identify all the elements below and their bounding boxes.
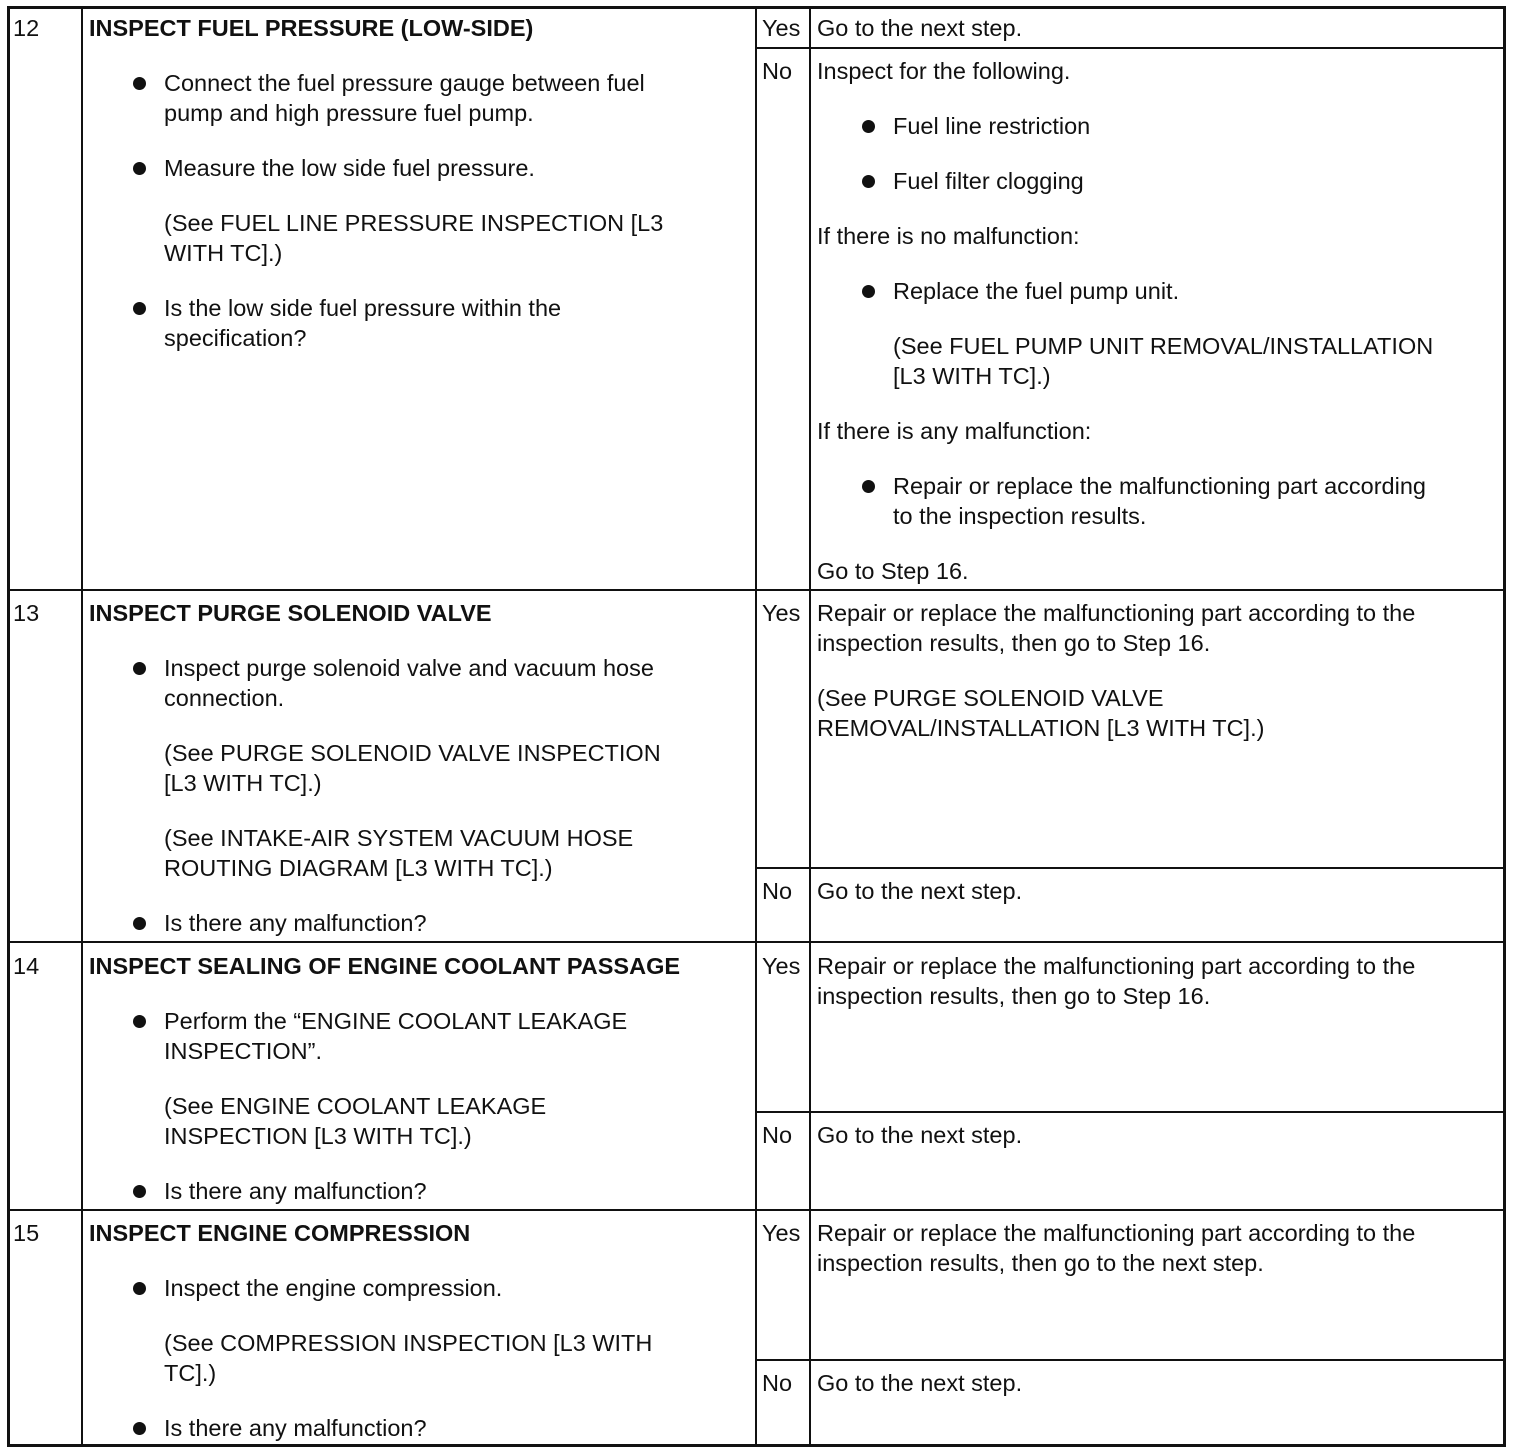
action-bullet: Is the low side fuel pressure within the specification?: [164, 295, 562, 351]
no-result: Go to the next step.: [817, 1122, 1023, 1148]
step-number: 13: [13, 600, 40, 626]
bullet-icon: [133, 1015, 146, 1028]
step-number: 14: [13, 953, 40, 979]
no-label: No: [762, 1122, 793, 1148]
no-bullet: Fuel filter clogging: [893, 168, 1084, 194]
bullet-icon: [133, 162, 146, 175]
yes-label: Yes: [762, 1220, 801, 1246]
reference-link[interactable]: (See FUEL PUMP UNIT REMOVAL/INSTALLATION [L3 WITH TC].): [893, 333, 1434, 389]
reference-link[interactable]: (See COMPRESSION INSPECTION [L3 WITH TC].): [164, 1330, 653, 1386]
action-bullet: Is there any malfunction?: [164, 910, 427, 936]
bullet-icon: [133, 662, 146, 675]
step-number: 12: [13, 15, 40, 41]
reference-link[interactable]: (See PURGE SOLENOID VALVE REMOVAL/INSTALLATION [L3 WITH TC].): [817, 685, 1265, 741]
reference-link[interactable]: (See PURGE SOLENOID VALVE INSPECTION [L3 WITH TC].): [164, 740, 661, 796]
no-label: No: [762, 1370, 793, 1396]
action-bullet: Connect the fuel pressure gauge between fuel pump and high pressure fuel pump.: [164, 70, 645, 126]
bullet-icon: [133, 302, 146, 315]
row-divider: [7, 1209, 1506, 1211]
yes-result: Repair or replace the malfunctioning part according to the inspection results, then go to Step 16.: [817, 600, 1416, 656]
yes-result: Go to the next step.: [817, 15, 1023, 41]
no-bullet: Fuel line restriction: [893, 113, 1091, 139]
bullet-icon: [133, 1185, 146, 1198]
step-title: INSPECT SEALING OF ENGINE COOLANT PASSAGE: [89, 953, 681, 979]
yes-label: Yes: [762, 953, 801, 979]
yes-result: Repair or replace the malfunctioning part according to the inspection results, then go to the next step.: [817, 1220, 1416, 1276]
action-bullet: Is there any malfunction?: [164, 1178, 427, 1204]
column-divider: [809, 6, 811, 1447]
action-bullet: Measure the low side fuel pressure.: [164, 155, 535, 181]
reference-link[interactable]: (See FUEL LINE PRESSURE INSPECTION [L3 WITH TC].): [164, 210, 664, 266]
action-bullet: Inspect the engine compression.: [164, 1275, 503, 1301]
action-bullet: Perform the “ENGINE COOLANT LEAKAGE INSPECTION”.: [164, 1008, 628, 1064]
bullet-icon: [862, 175, 875, 188]
no-result: If there is no malfunction:: [817, 223, 1080, 249]
step-title: INSPECT ENGINE COMPRESSION: [89, 1220, 471, 1246]
action-bullet: Inspect purge solenoid valve and vacuum hose connection.: [164, 655, 654, 711]
yes-no-divider: [755, 1111, 1506, 1113]
no-result: Go to the next step.: [817, 878, 1023, 904]
no-label: No: [762, 878, 793, 904]
no-result: Go to the next step.: [817, 1370, 1023, 1396]
yes-no-divider: [755, 867, 1506, 869]
yes-label: Yes: [762, 15, 801, 41]
action-bullet: Is there any malfunction?: [164, 1415, 427, 1441]
step-number: 15: [13, 1220, 40, 1246]
no-result: Go to Step 16.: [817, 558, 969, 584]
bullet-icon: [862, 285, 875, 298]
bullet-icon: [133, 1422, 146, 1435]
step-title: INSPECT PURGE SOLENOID VALVE: [89, 600, 492, 626]
row-divider: [7, 589, 1506, 591]
reference-link[interactable]: (See INTAKE-AIR SYSTEM VACUUM HOSE ROUTING DIAGRAM [L3 WITH TC].): [164, 825, 634, 881]
yes-no-divider: [755, 47, 1506, 49]
bullet-icon: [133, 1282, 146, 1295]
yes-result: Repair or replace the malfunctioning part according to the inspection results, then go to Step 16.: [817, 953, 1416, 1009]
no-bullet: Repair or replace the malfunctioning part according to the inspection results.: [893, 473, 1426, 529]
no-label: No: [762, 58, 793, 84]
no-result: If there is any malfunction:: [817, 418, 1092, 444]
step-title: INSPECT FUEL PRESSURE (LOW-SIDE): [89, 15, 534, 41]
no-result: Inspect for the following.: [817, 58, 1071, 84]
bullet-icon: [862, 480, 875, 493]
yes-no-divider: [755, 1359, 1506, 1361]
yes-label: Yes: [762, 600, 801, 626]
column-divider: [81, 6, 83, 1447]
column-divider: [755, 6, 757, 1447]
row-divider: [7, 941, 1506, 943]
bullet-icon: [133, 77, 146, 90]
no-bullet: Replace the fuel pump unit.: [893, 278, 1180, 304]
bullet-icon: [862, 120, 875, 133]
reference-link[interactable]: (See ENGINE COOLANT LEAKAGE INSPECTION [L3 WITH TC].): [164, 1093, 547, 1149]
bullet-icon: [133, 917, 146, 930]
